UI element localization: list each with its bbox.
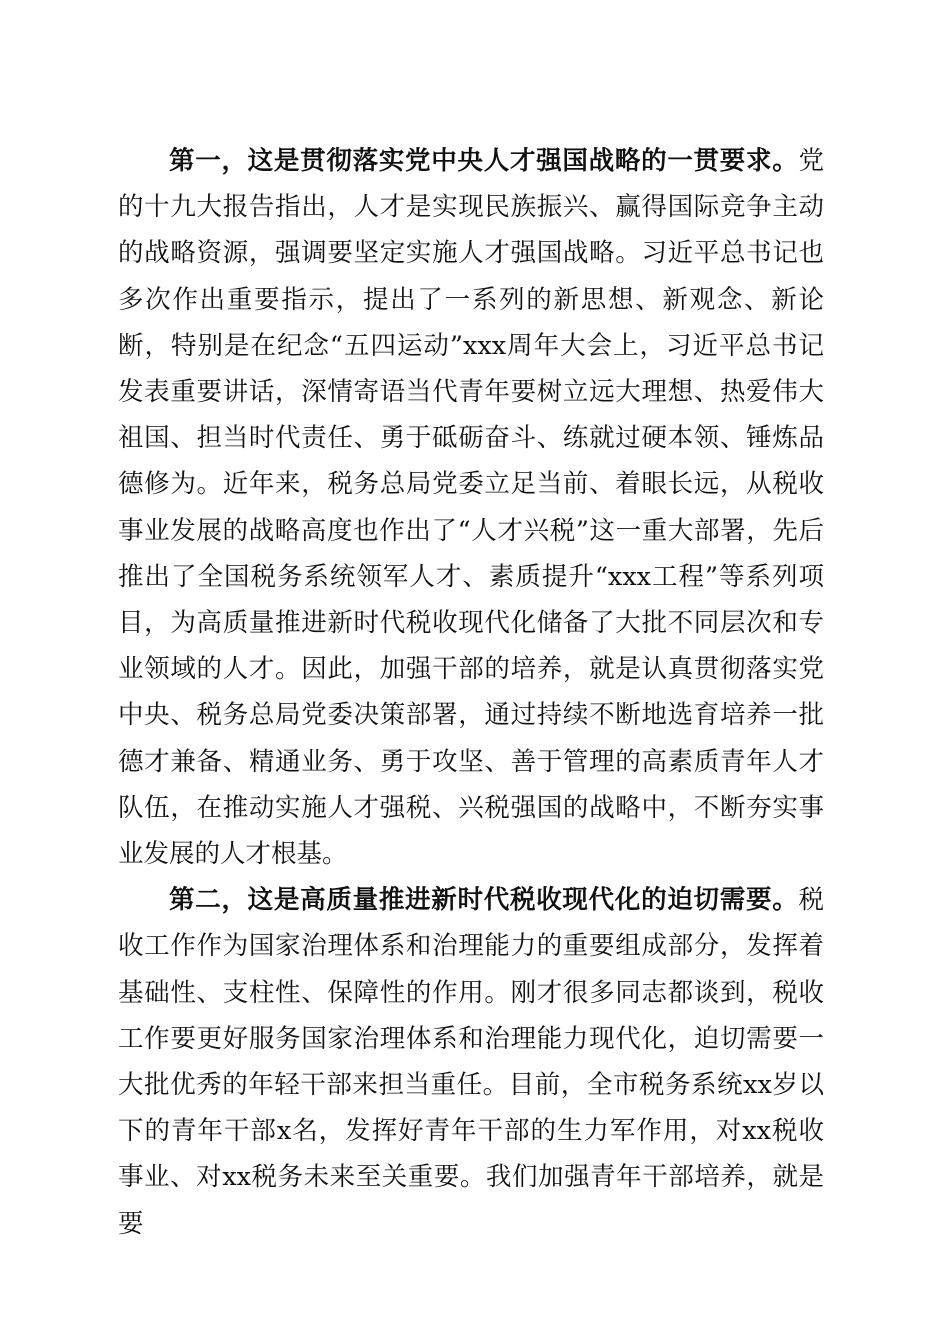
paragraph-1-heading: 第一，这是贯彻落实党中央人才强国战略的一贯要求。: [169, 146, 799, 176]
paragraph-2: [118, 877, 824, 1247]
paragraph-2-heading: 第二，这是高质量推进新时代税收现代化的迫切需要。: [169, 885, 799, 916]
paragraph-2-text: 税收工作作为国家治理体系和治理能力的重要组成部分，发挥着基础性、支柱性、保障性的作用。刚才很多同志都谈到，税收工作要更好服务国家治理体系和治理能力现代化，迫切需要一大批优秀的年轻干部来担当重任。目前，全市税务系统xx岁以下的青年干部x名，发挥好青年干部的生力军作用，对xx税收事业、对xx税务未来至关重要。我们加强青年干部培养，就是要: [118, 885, 824, 1239]
paragraph-1: [118, 138, 824, 877]
paragraph-1-text: 党的十九大报告指出，人才是实现民族振兴、赢得国际竞争主动的战略资源，强调要坚定实施人才强国战略。习近平总书记也多次作出重要指示，提出了一系列的新思想、新观念、新论断，特别是在纪念“五四运动”xxx周年大会上，习近平总书记发表重要讲话，深情寄语当代青年要树立远大理想、热爱伟大祖国、担当时代责任、勇于砥砺奋斗、练就过硬本领、锤炼品德修为。近年来，税务总局党委立足当前、着眼长远，从税收事业发展的战略高度也作出了“人才兴税”这一重大部署，先后推出了全国税务系统领军人才、素质提升“xxx工程”等系列项目，为高质量推进新时代税收现代化储备了大批不同层次和专业领域的人才。因此，加强干部的培养，就是认真贯彻落实党中央、税务总局党委决策部署，通过持续不断地选育培养一批德才兼备、精通业务、勇于攻坚、善于管理的高素质青年人才队伍，在推动实施人才强税、兴税强国的战略中，不断夯实事业发展的人才根基。: [118, 146, 824, 870]
document-body: [118, 138, 824, 1247]
